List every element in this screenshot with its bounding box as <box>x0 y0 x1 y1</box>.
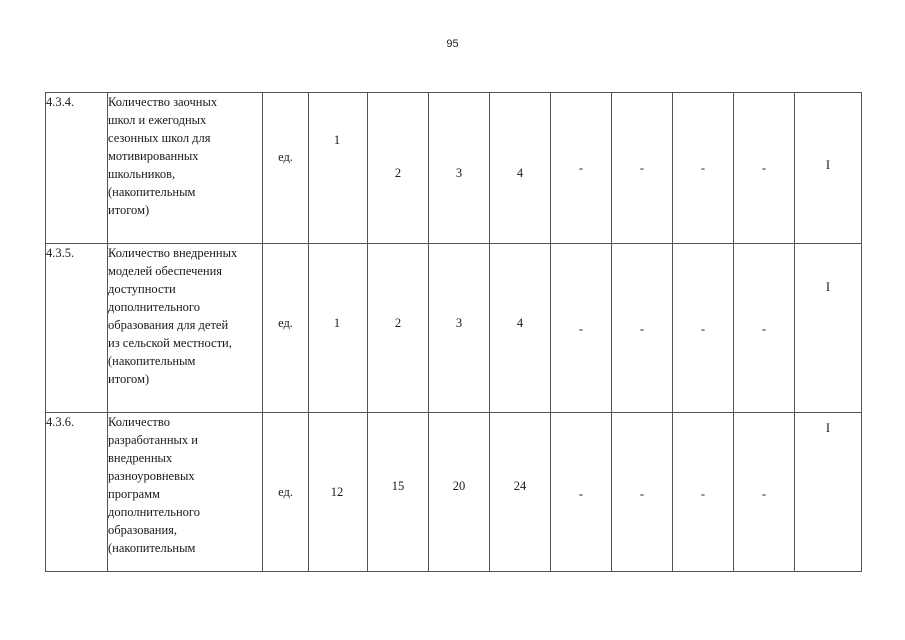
indicator-name-line: итогом) <box>108 203 150 217</box>
value-cell <box>368 93 429 244</box>
value-cell <box>429 244 490 413</box>
value-cell <box>734 413 795 572</box>
cell-value: - <box>639 322 645 336</box>
cell-value: - <box>761 487 767 501</box>
table-row <box>46 93 862 244</box>
value-cell <box>551 93 612 244</box>
unit-cell <box>263 244 309 413</box>
cell-value: - <box>639 161 645 175</box>
unit-cell <box>263 413 309 572</box>
cell-value: 12 <box>330 485 344 499</box>
value-cell <box>429 93 490 244</box>
page-number: 95 <box>446 38 459 50</box>
cell-value: 2 <box>394 316 402 330</box>
indicator-name-line: доступности <box>108 282 176 296</box>
value-cell <box>734 93 795 244</box>
indicator-name-cell <box>108 93 263 244</box>
cell-value: - <box>578 322 584 336</box>
indicator-name-line: дополнительного <box>108 505 200 519</box>
indicator-name-line: дополнительного <box>108 300 200 314</box>
cell-value: - <box>578 161 584 175</box>
cell-value: - <box>700 487 706 501</box>
value-cell <box>734 244 795 413</box>
indicator-name-line: программ <box>108 487 160 501</box>
value-cell <box>429 413 490 572</box>
unit-value: ед. <box>278 485 293 499</box>
table-row <box>46 244 862 413</box>
indicator-name-line: Количество <box>108 415 170 429</box>
indicator-name-line: школ и ежегодных <box>108 113 207 127</box>
value-cell <box>673 93 734 244</box>
value-cell <box>490 93 551 244</box>
value-cell <box>551 413 612 572</box>
value-cell <box>551 244 612 413</box>
table-row <box>46 413 862 572</box>
indicator-name-line: мотивированных <box>108 149 199 163</box>
indicator-name-line: (накопительным <box>108 185 196 199</box>
cell-value: 1 <box>333 133 341 147</box>
indicator-name-line: разноуровневых <box>108 469 195 483</box>
indicator-name-line: из сельской местности, <box>108 336 232 350</box>
cell-value: - <box>700 322 706 336</box>
unit-value: ед. <box>278 316 293 330</box>
indicator-name-line: Количество заочных <box>108 95 218 109</box>
cell-value: 20 <box>452 479 466 493</box>
value-cell <box>309 413 368 572</box>
value-cell <box>795 413 862 572</box>
unit-cell <box>263 93 309 244</box>
indicators-table <box>45 92 862 572</box>
value-cell <box>490 413 551 572</box>
indicator-name-line: моделей обеспечения <box>108 264 223 278</box>
cell-value: - <box>639 487 645 501</box>
cell-value: - <box>761 322 767 336</box>
value-cell <box>368 244 429 413</box>
cell-value: 3 <box>455 166 463 180</box>
cell-value: I <box>825 280 831 294</box>
cell-value: 4 <box>516 166 524 180</box>
row-number: 4.3.4. <box>46 95 75 109</box>
cell-value: 2 <box>394 166 402 180</box>
cell-value: - <box>578 487 584 501</box>
cell-value: 1 <box>333 316 341 330</box>
cell-value: 3 <box>455 316 463 330</box>
value-cell <box>309 93 368 244</box>
value-cell <box>612 413 673 572</box>
indicator-name-line: итогом) <box>108 372 150 386</box>
value-cell <box>490 244 551 413</box>
value-cell <box>612 244 673 413</box>
row-number-cell <box>46 244 108 413</box>
indicator-name-cell <box>108 244 263 413</box>
cell-value: 15 <box>391 479 405 493</box>
indicator-name-line: (накопительным <box>108 354 196 368</box>
indicator-name-line: сезонных школ для <box>108 131 211 145</box>
row-number-cell <box>46 93 108 244</box>
cell-value: - <box>761 161 767 175</box>
value-cell <box>795 93 862 244</box>
indicator-name-line: (накопительным <box>108 541 196 555</box>
indicator-name-line: внедренных <box>108 451 173 465</box>
row-number: 4.3.6. <box>46 415 75 429</box>
row-number-cell <box>46 413 108 572</box>
value-cell <box>612 93 673 244</box>
unit-value: ед. <box>278 150 293 164</box>
value-cell <box>795 244 862 413</box>
indicator-name-line: разработанных и <box>108 433 198 447</box>
indicator-name-line: школьников, <box>108 167 176 181</box>
value-cell <box>368 413 429 572</box>
indicator-name-line: Количество внедренных <box>108 246 238 260</box>
cell-value: I <box>825 158 831 172</box>
value-cell <box>309 244 368 413</box>
row-number: 4.3.5. <box>46 246 75 260</box>
indicator-name-line: образования для детей <box>108 318 229 332</box>
cell-value: 4 <box>516 316 524 330</box>
indicator-name-line: образования, <box>108 523 178 537</box>
indicator-name-cell <box>108 413 263 572</box>
cell-value: - <box>700 161 706 175</box>
cell-value: I <box>825 421 831 435</box>
cell-value: 24 <box>513 479 527 493</box>
value-cell <box>673 244 734 413</box>
value-cell <box>673 413 734 572</box>
